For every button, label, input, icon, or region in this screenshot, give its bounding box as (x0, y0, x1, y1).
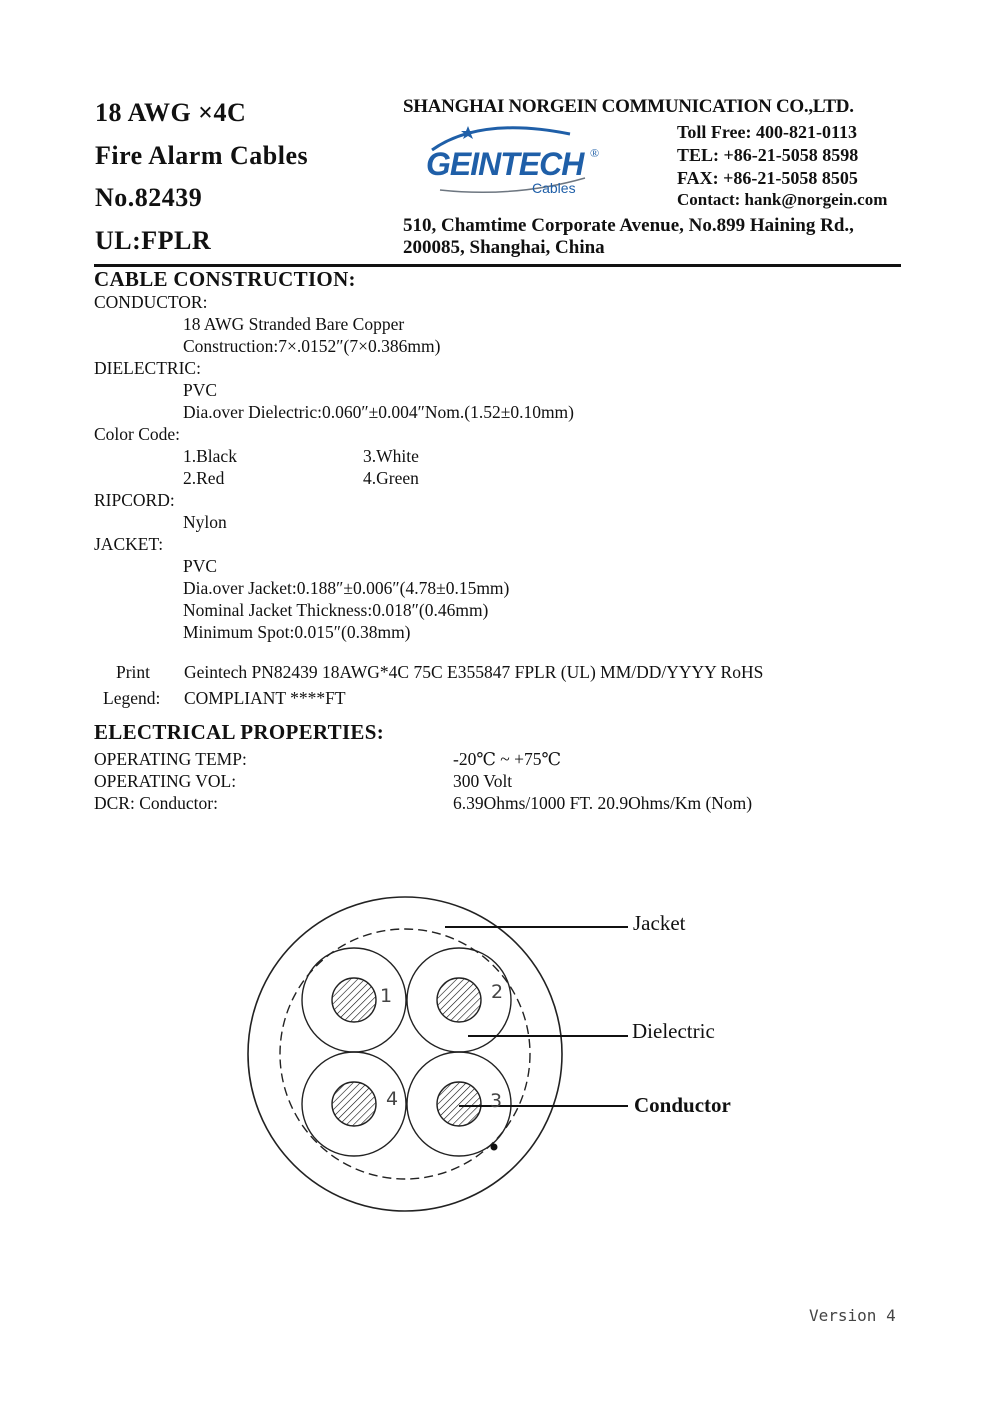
product-size-title: 18 AWG ×4C (95, 98, 247, 127)
wire-2-conductor (437, 978, 481, 1022)
electrical-heading: ELECTRICAL PROPERTIES: (94, 720, 385, 744)
jacket-thickness: Nominal Jacket Thickness:0.018″(0.46mm) (183, 600, 489, 620)
version-label: Version 4 (809, 1306, 896, 1325)
logo-sub-text: Cables (532, 180, 576, 196)
jacket-minimum-spot: Minimum Spot:0.015″(0.38mm) (183, 622, 411, 642)
wire-1-conductor (332, 978, 376, 1022)
ripcord-material: Nylon (183, 512, 227, 532)
color-code-1: 1.Black (183, 446, 237, 466)
conductor-label: CONDUCTOR: (94, 292, 208, 312)
legend-label: Legend: (103, 688, 161, 708)
conductor-construction: Construction:7×.0152″(7×0.386mm) (183, 336, 441, 356)
product-name-title: Fire Alarm Cables (95, 141, 309, 170)
color-code-label: Color Code: (94, 424, 181, 444)
jacket-label-callout: Jacket (633, 911, 686, 935)
wire-number-1: 1 (380, 985, 393, 1007)
color-code-2: 2.Red (183, 468, 225, 488)
wire-number-3: 3 (490, 1090, 503, 1112)
dielectric-diameter: Dia.over Dielectric:0.060″±0.004″Nom.(1.52±0.10mm) (183, 402, 574, 422)
address-line-1: 510, Chamtime Corporate Avenue, No.899 Haining Rd., (403, 215, 854, 236)
dielectric-material: PVC (183, 380, 218, 400)
registered-mark: ® (590, 146, 600, 160)
company-name: SHANGHAI NORGEIN COMMUNICATION CO.,LTD. (403, 96, 854, 117)
product-number: No.82439 (95, 183, 203, 212)
tel: TEL: +86-21-5058 8598 (677, 145, 859, 165)
ripcord-dot (491, 1144, 498, 1151)
color-code-4: 4.Green (363, 468, 419, 488)
dielectric-label: DIELECTRIC: (94, 358, 201, 378)
wire-4-conductor (332, 1082, 376, 1126)
jacket-material: PVC (183, 556, 218, 576)
toll-free: Toll Free: 400-821-0113 (677, 122, 857, 142)
construction-heading: CABLE CONSTRUCTION: (94, 267, 356, 291)
wire-3-conductor (437, 1082, 481, 1126)
jacket-diameter: Dia.over Jacket:0.188″±0.006″(4.78±0.15mm) (183, 578, 510, 598)
print-legend-line-2: COMPLIANT ****FT (184, 688, 346, 708)
logo-brand-text: GEINTECH (426, 146, 584, 182)
jacket-label: JACKET: (94, 534, 164, 554)
wire-number-2: 2 (491, 981, 504, 1003)
print-label: Print (116, 662, 151, 682)
ul-rating: UL:FPLR (95, 226, 212, 255)
fax: FAX: +86-21-5058 8505 (677, 168, 858, 188)
ripcord-label: RIPCORD: (94, 490, 175, 510)
dielectric-label-callout: Dielectric (632, 1019, 715, 1043)
address-line-2: 200085, Shanghai, China (403, 237, 605, 258)
dcr-label: DCR: Conductor: (94, 793, 218, 813)
operating-temp-label: OPERATING TEMP: (94, 749, 247, 769)
print-legend-line-1: Geintech PN82439 18AWG*4C 75C E355847 FPLR (UL) MM/DD/YYYY RoHS (184, 662, 764, 682)
operating-temp-value: -20℃ ~ +75℃ (453, 749, 562, 769)
conductor-material: 18 AWG Stranded Bare Copper (183, 314, 405, 334)
dcr-value: 6.39Ohms/1000 FT. 20.9Ohms/Km (Nom) (453, 793, 753, 813)
color-code-3: 3.White (363, 446, 419, 466)
wire-number-4: 4 (386, 1088, 399, 1110)
operating-vol-label: OPERATING VOL: (94, 771, 237, 791)
operating-vol-value: 300 Volt (453, 771, 513, 791)
contact-email: Contact: hank@norgein.com (677, 190, 888, 209)
conductor-label-callout: Conductor (634, 1093, 731, 1117)
jacket-outline (248, 897, 562, 1211)
